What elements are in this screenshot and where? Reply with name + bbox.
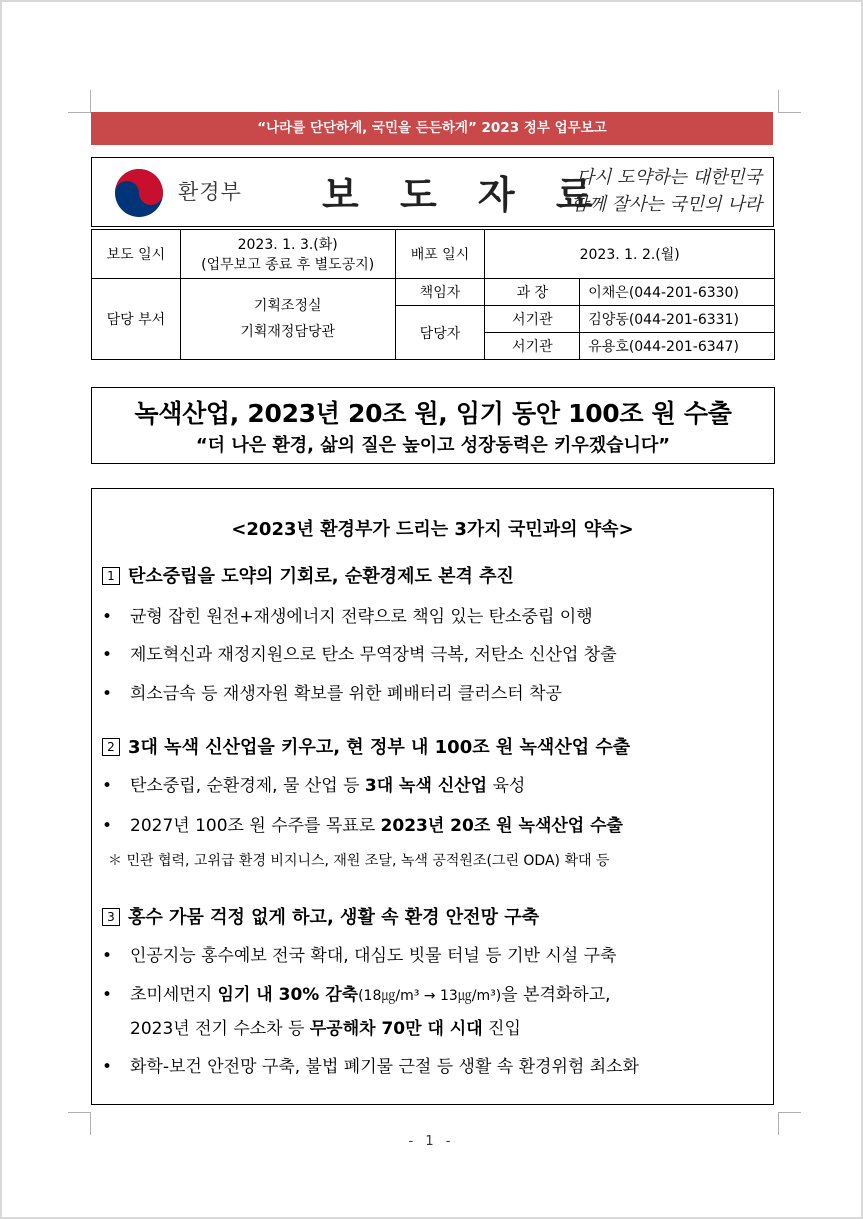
info-table: [91, 229, 775, 360]
contact-label: 담당자: [395, 306, 485, 360]
subheadline: “더 나은 환경, 삶의 질은 높이고 성장동력은 키우겠습니다”: [195, 435, 671, 456]
contact-phone: (044-201-6330): [628, 285, 739, 301]
list-item: [102, 941, 616, 966]
section-number: 1: [102, 567, 120, 585]
item-text: 2027년 100조 원 수주를 목표로: [130, 816, 381, 836]
release-label: 보도 일시: [92, 230, 181, 279]
section-2-title: [102, 733, 630, 759]
item-text: 탄소중립, 순환경제, 물 산업 등: [130, 776, 365, 796]
section-1-title: [102, 562, 514, 588]
contact-detail: [580, 306, 775, 333]
bullet: •: [102, 645, 113, 665]
dept-label: 담당 부서: [92, 279, 181, 360]
item-text: 진입: [482, 1019, 521, 1039]
item-text: 육성: [487, 776, 526, 796]
content-box: [91, 488, 774, 1105]
distribution-date: 2023. 1. 2.(월): [485, 230, 775, 279]
contact-title: 과 장: [485, 279, 580, 306]
bullet: •: [102, 684, 113, 704]
bullet: •: [102, 1057, 113, 1077]
dept-line-2: 기획재정담당관: [240, 324, 336, 340]
footnote: ＊ 민관 협력, 고위급 환경 비지니스, 재원 조달, 녹색 공적원조(그린 ODA) 확대 등: [108, 853, 610, 869]
list-item: [102, 771, 525, 796]
item-emphasis: 2023년 20조 원 녹색산업 수출: [380, 816, 623, 836]
contact-name: 이채은: [588, 285, 629, 301]
doc-type-title: 보 도 자 료: [322, 173, 607, 217]
item-text: 화학-보건 안전망 구축, 불법 폐기물 근절 등 생활 속 환경위험 최소화: [130, 1057, 639, 1077]
content-title: <2023년 환경부가 드리는 3가지 국민과의 약속>: [231, 519, 634, 540]
section-title-text: 3대 녹색 신산업을 키우고, 현 정부 내 100조 원 녹색산업 수출: [128, 737, 631, 758]
bullet: •: [102, 985, 113, 1005]
ministry-logo-icon: [114, 168, 164, 218]
distribution-label: 배포 일시: [395, 230, 485, 279]
contact-title: 서기관: [485, 333, 580, 360]
item-text: 초미세먼지: [130, 985, 218, 1005]
contact-detail: [580, 279, 775, 306]
item-text: 을 본격화하고,: [501, 985, 611, 1005]
headline: 녹색산업, 2023년 20조 원, 임기 동안 100조 원 수출: [134, 399, 732, 428]
list-item: [102, 1052, 639, 1077]
contact-phone: (044-201-6347): [628, 339, 739, 355]
release-date: 2023. 1. 3.(화): [237, 237, 338, 253]
item-emphasis: 임기 내 30% 감축: [217, 985, 359, 1005]
section-number: 2: [102, 738, 120, 756]
contact-name: 유용호: [588, 339, 629, 355]
bullet: •: [102, 607, 113, 627]
banner: “나라를 단단하게, 국민을 든든하게” 2023 정부 업무보고: [91, 112, 773, 145]
list-item: [102, 679, 562, 704]
crop-mark-top-left: [68, 90, 91, 113]
item-text: 희소금속 등 재생자원 확보를 위한 폐배터리 클러스터 착공: [130, 684, 562, 704]
release-date-cell: [180, 230, 395, 279]
slogan-line-1: 다시 도약하는 대한민국: [576, 167, 762, 188]
contact-name: 김양동: [588, 312, 629, 328]
item-text: 제도혁신과 재정지원으로 탄소 무역장벽 극복, 저탄소 신산업 창출: [130, 645, 617, 665]
section-number: 3: [102, 908, 120, 926]
bullet: •: [102, 816, 113, 836]
contact-phone: (044-201-6331): [628, 312, 739, 328]
ministry-name: 환경부: [178, 180, 242, 204]
section-3-title: [102, 903, 539, 929]
list-item: [102, 640, 617, 665]
item-text: 2023년 전기 수소차 등: [130, 1019, 310, 1039]
headline-box: [91, 387, 775, 464]
slogan-line-2: 함께 잘사는 국민의 나라: [570, 194, 762, 215]
crop-mark-bottom-right: [778, 1112, 801, 1135]
item-emphasis: 3대 녹색 신산업: [364, 776, 488, 796]
item-text: 인공지능 홍수예보 전국 확대, 대심도 빗물 터널 등 기반 시설 구축: [130, 946, 617, 966]
list-item: [102, 602, 593, 627]
contact-detail: [580, 333, 775, 360]
dept-cell: [180, 279, 395, 360]
crop-mark-top-right: [778, 90, 801, 113]
press-header: [91, 157, 774, 227]
page-number: - 1 -: [408, 1134, 455, 1149]
list-item: [102, 811, 623, 836]
slogan: [562, 164, 762, 218]
list-item: [102, 980, 611, 1005]
release-note: (업무보고 종료 후 별도공지): [201, 257, 375, 273]
responsible-label: 책임자: [395, 279, 485, 306]
bullet: •: [102, 776, 113, 796]
item-units: (18㎍/m³ → 13㎍/m³): [358, 988, 502, 1004]
contact-title: 서기관: [485, 306, 580, 333]
list-item-continuation: [130, 1014, 521, 1039]
section-title-text: 탄소중립을 도약의 기회로, 순환경제도 본격 추진: [128, 566, 514, 587]
dept-line-1: 기획조정실: [253, 298, 322, 314]
section-title-text: 홍수 가뭄 걱정 없게 하고, 생활 속 환경 안전망 구축: [128, 907, 539, 928]
item-emphasis: 무공해차 70만 대 시대: [309, 1019, 483, 1039]
crop-mark-bottom-left: [68, 1112, 91, 1135]
item-text: 균형 잡힌 원전+재생에너지 전략으로 책임 있는 탄소중립 이행: [130, 607, 593, 627]
bullet: •: [102, 946, 113, 966]
